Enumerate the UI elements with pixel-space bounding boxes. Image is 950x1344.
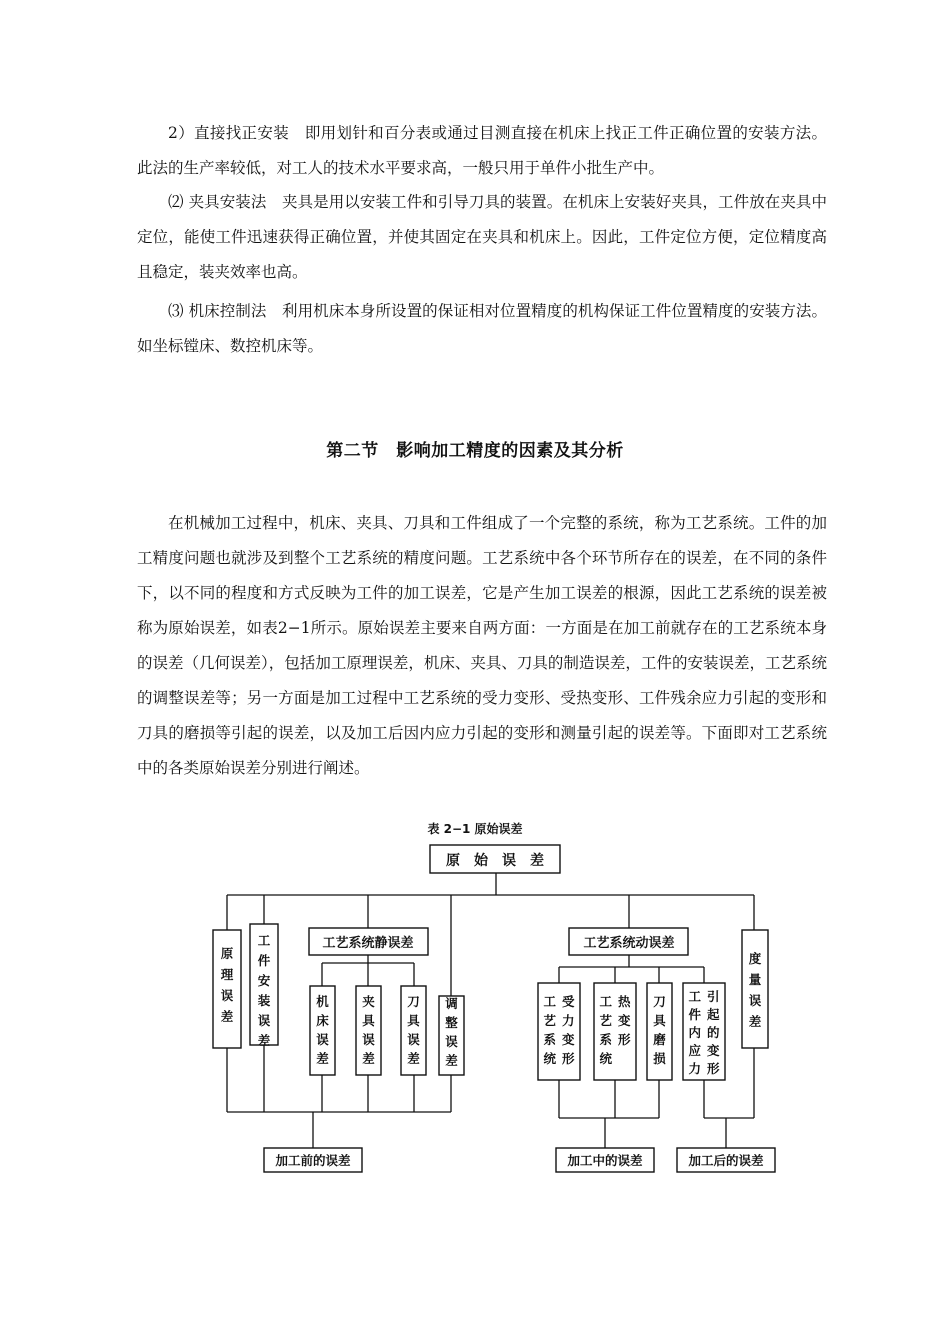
- diagram-char: 统: [543, 1051, 557, 1066]
- principle-error-node: [213, 930, 241, 1048]
- diagram-char: 误: [407, 1032, 420, 1047]
- diagram-char: 工: [599, 994, 613, 1009]
- diagram-char: 整: [445, 1015, 458, 1030]
- diagram-char: 系: [543, 1032, 557, 1047]
- diagram-char: 力: [688, 1061, 702, 1076]
- heat-deform-node: [594, 983, 636, 1080]
- diagram-char: 差: [220, 1009, 234, 1024]
- diagram-char: 具: [407, 1013, 420, 1028]
- internal-stress-node: [683, 983, 725, 1080]
- diagram-char: 差: [748, 1014, 762, 1029]
- diagram-char: 艺: [543, 1013, 557, 1028]
- diagram-char: 差: [316, 1051, 329, 1066]
- during-processing-label: 加工中的误差: [567, 1153, 643, 1168]
- diagram-char: 误: [362, 1032, 375, 1047]
- diagram-char: 形: [706, 1061, 720, 1076]
- diagram-char: 统: [599, 1051, 613, 1066]
- after-processing-label: 加工后的误差: [688, 1153, 764, 1168]
- measure-error-node: [742, 930, 768, 1048]
- workpiece-install-error-node: [250, 924, 278, 1048]
- diagram-char: 件: [688, 1007, 702, 1022]
- diagram-char: 刀: [653, 994, 666, 1009]
- paragraph-process-system: 在机械加工过程中，机床、夹具、刀具和工件组成了一个完整的系统，称为工艺系统。工件的加工精度问题也就涉及到整个工艺系统的精度问题。工艺系统中各个环节所存在的误差，在不同的条件下，以不同的程度和方式反映为工件的加工误差，它是产生加工误差的根源，因此工艺系统的误差被称为原始误差，如表2−1所示。原始误差主要来自两方面：一方面是在加工前就存在的工艺系统本身的误差（几何误差），包括加工原理误差，机床、夹具、刀具的制造误差，工件的安装误差，工艺系统的调整误差等；另一方面是加工过程中工艺系统的受力变形、受热变形、工件残余应力引起的变形和刀具的磨损等引起的误差，以及加工后因内应力引起的变形和测量引起的误差等。下面即对工艺系统中的各类原始误差分别进行阐述。: [137, 514, 827, 777]
- dynamic-error-node: [569, 928, 688, 955]
- root-node-original-error: [430, 845, 560, 873]
- diagram-char: 误: [316, 1032, 329, 1047]
- diagram-char: 力: [561, 1013, 575, 1028]
- diagram-char: 安: [257, 973, 271, 988]
- paragraph-machine-control: ⑶ 机床控制法 利用机床本身所设置的保证相对位置精度的机构保证工件位置精度的安装方法。如坐标镗床、数控机床等。: [137, 302, 827, 355]
- tool-wear-node: [647, 983, 672, 1080]
- diagram-char: 内: [688, 1025, 702, 1040]
- diagram-char: 床: [316, 1013, 329, 1028]
- paragraph-direct-alignment: 2）直接找正安装 即用划针和百分表或通过目测直接在机床上找正工件正确位置的安装方法。此法的生产率较低，对工人的技术水平要求高，一般只用于单件小批生产中。: [137, 124, 827, 177]
- diagram-char: 夹: [362, 994, 375, 1009]
- during-processing-node: [556, 1148, 654, 1172]
- diagram-char: 误: [748, 993, 762, 1008]
- diagram-char: 量: [748, 972, 762, 987]
- diagram-char: 损: [653, 1051, 666, 1066]
- diagram-char: 误: [445, 1034, 458, 1049]
- diagram-char: 差: [257, 1033, 271, 1048]
- static-error-node: [309, 928, 428, 955]
- diagram-char: 形: [561, 1051, 575, 1066]
- diagram-char: 工: [257, 933, 271, 948]
- diagram-char: 理: [220, 967, 234, 982]
- diagram-char: 磨: [653, 1032, 666, 1047]
- diagram-char: 刀: [407, 994, 420, 1009]
- diagram-char: 引: [706, 989, 720, 1004]
- root-node-label: 原 始 误 差: [446, 853, 544, 869]
- diagram-char: 度: [748, 951, 762, 966]
- diagram-char: 形: [617, 1032, 631, 1047]
- diagram-char: 变: [561, 1032, 575, 1047]
- diagram-char: 误: [257, 1013, 271, 1028]
- diagram-char: 具: [362, 1013, 375, 1028]
- diagram-char: 热: [617, 994, 631, 1009]
- paragraph-fixture-install: ⑵ 夹具安装法 夹具是用以安装工件和引导刀具的装置。在机床上安装好夹具，工件放在夹具中定位，能使工件迅速获得正确位置，并使其固定在夹具和机床上。因此，工件定位方便，定位精度高且稳定，装夹效率也高。: [137, 193, 827, 281]
- diagram-char: 的: [706, 1025, 720, 1040]
- diagram-char: 工: [543, 994, 557, 1009]
- diagram-char: 工: [688, 989, 702, 1004]
- fixture-error-node: [356, 986, 381, 1075]
- diagram-char: 调: [445, 996, 458, 1011]
- dynamic-error-label: 工艺系统动误差: [583, 936, 675, 951]
- diagram-char: 差: [445, 1053, 458, 1068]
- diagram-char: 变: [706, 1043, 720, 1058]
- table-caption: 表 2−1 原始误差: [427, 822, 523, 836]
- diagram-char: 误: [220, 988, 234, 1003]
- diagram-char: 差: [362, 1051, 375, 1066]
- diagram-char: 系: [599, 1032, 613, 1047]
- diagram-char: 具: [653, 1013, 666, 1028]
- diagram-char: 装: [257, 993, 271, 1008]
- diagram-char: 起: [706, 1007, 720, 1022]
- after-processing-node: [677, 1148, 775, 1172]
- static-error-label: 工艺系统静误差: [322, 936, 414, 951]
- diagram-char: 应: [688, 1043, 702, 1058]
- diagram-char: 件: [257, 953, 271, 968]
- diagram-char: 受: [561, 994, 575, 1009]
- force-deform-node: [538, 983, 580, 1080]
- diagram-char: 原: [220, 946, 234, 961]
- tool-error-node: [401, 986, 426, 1075]
- diagram-char: 变: [617, 1013, 631, 1028]
- before-processing-label: 加工前的误差: [275, 1153, 351, 1168]
- machine-error-node: [310, 986, 335, 1075]
- diagram-char: 艺: [599, 1013, 613, 1028]
- before-processing-node: [264, 1148, 362, 1172]
- section-heading: 第二节 影响加工精度的因素及其分析: [326, 441, 624, 461]
- diagram-char: 机: [316, 994, 329, 1009]
- adjust-error-node: [439, 996, 464, 1075]
- diagram-char: 差: [407, 1051, 420, 1066]
